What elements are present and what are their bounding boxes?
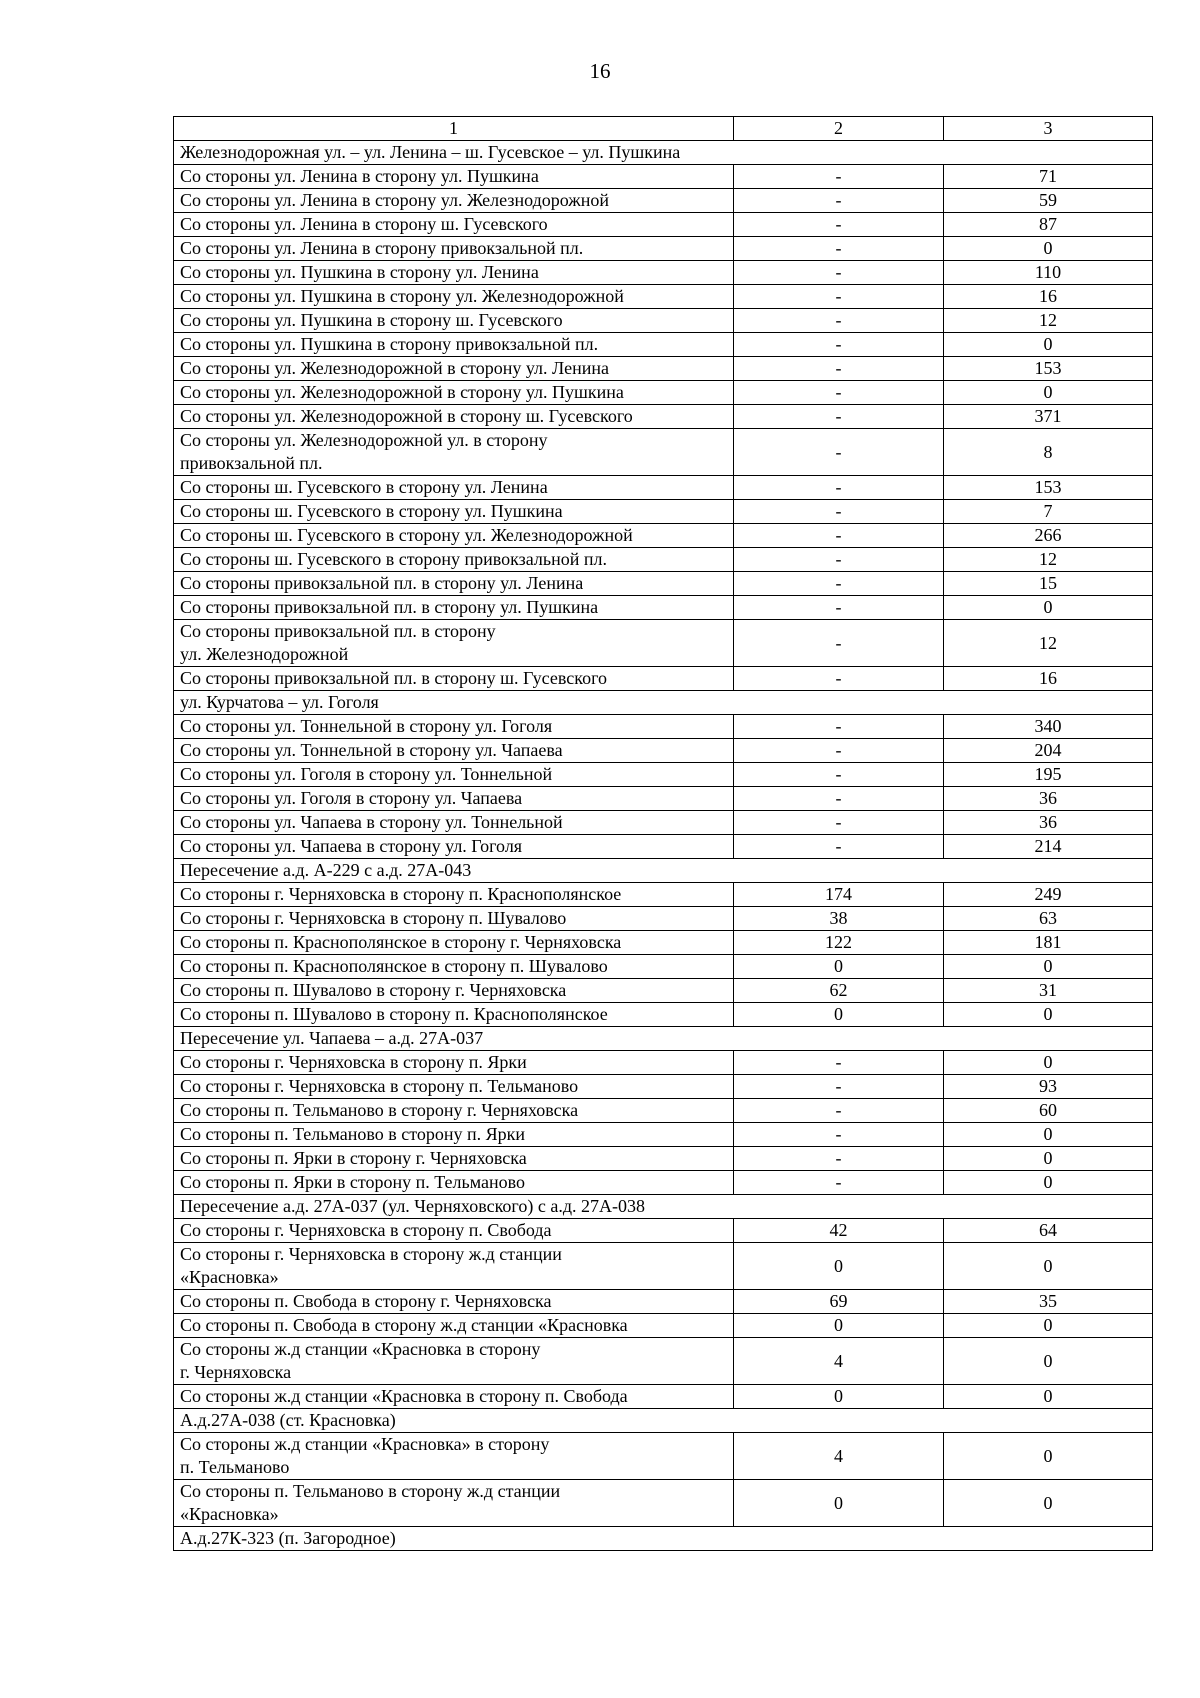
table-row (174, 1480, 1153, 1527)
direction-label-line: Со стороны п. Шувалово в сторону п. Краснополянское (180, 1004, 608, 1024)
direction-label-line: Со стороны ул. Чапаева в сторону ул. Гоголя (180, 836, 523, 856)
direction-label-line: Со стороны ул. Пушкина в сторону привокзальной пл. (180, 334, 599, 354)
direction-label-line: «Красновка» (180, 1504, 279, 1524)
direction-label (174, 811, 734, 835)
column-2-value: - (734, 165, 944, 189)
table-row (174, 1099, 1153, 1123)
column-2-value: - (734, 667, 944, 691)
table-row (174, 1219, 1153, 1243)
direction-label (174, 237, 734, 261)
column-2-value: 0 (734, 1243, 944, 1290)
column-3-value: 0 (944, 1123, 1153, 1147)
column-2-value: 0 (734, 1003, 944, 1027)
page-number: 16 (589, 59, 611, 83)
column-3-value: 12 (944, 620, 1153, 667)
column-2-value: 62 (734, 979, 944, 1003)
column-2-value: - (734, 596, 944, 620)
section-row (174, 1027, 1153, 1051)
direction-label (174, 1290, 734, 1314)
column-2-value: - (734, 381, 944, 405)
column-2-value: 174 (734, 883, 944, 907)
column-3-value: 0 (944, 1243, 1153, 1290)
table-header-row (174, 117, 1153, 141)
direction-label-line: Со стороны ул. Пушкина в сторону ул. Ленина (180, 262, 539, 282)
table-row (174, 261, 1153, 285)
direction-label (174, 835, 734, 859)
column-2-value: - (734, 261, 944, 285)
direction-label (174, 620, 734, 667)
table-row (174, 524, 1153, 548)
direction-label (174, 381, 734, 405)
column-2-value: 4 (734, 1338, 944, 1385)
direction-label-line: Со стороны ул. Ленина в сторону привокзальной пл. (180, 238, 584, 258)
column-2-value: - (734, 1123, 944, 1147)
direction-label-line: Со стороны ул. Ленина в сторону ул. Пушкина (180, 166, 539, 186)
direction-label-line: Со стороны ул. Железнодорожной ул. в сторону (180, 430, 548, 450)
column-2-value: - (734, 357, 944, 381)
direction-label-line: Со стороны ул. Гоголя в сторону ул. Чапаева (180, 788, 523, 808)
direction-label-line: Со стороны ул. Ленина в сторону ш. Гусевского (180, 214, 548, 234)
table-row (174, 1123, 1153, 1147)
table-row (174, 500, 1153, 524)
column-3-value: 31 (944, 979, 1153, 1003)
column-2-value: - (734, 1171, 944, 1195)
table-row (174, 787, 1153, 811)
direction-label-line: Со стороны ул. Железнодорожной в сторону ш. Гусевского (180, 406, 633, 426)
column-2-value: 0 (734, 1480, 944, 1527)
column-3-value: 249 (944, 883, 1153, 907)
column-3-value: 0 (944, 1433, 1153, 1480)
direction-label (174, 476, 734, 500)
direction-label-line: Со стороны привокзальной пл. в сторону (180, 621, 496, 641)
direction-label-line: Со стороны ж.д станции «Красновка в сторону (180, 1339, 541, 1359)
direction-label-line: Со стороны ул. Тоннельной в сторону ул. Гоголя (180, 716, 553, 736)
direction-label (174, 1338, 734, 1385)
column-3-value: 36 (944, 787, 1153, 811)
table-row (174, 1243, 1153, 1290)
column-3-value: 195 (944, 763, 1153, 787)
column-3-value: 0 (944, 333, 1153, 357)
section-title: А.д.27К-323 (п. Загородное) (174, 1527, 1153, 1551)
table-row (174, 309, 1153, 333)
column-2-value: - (734, 237, 944, 261)
table-row (174, 1338, 1153, 1385)
column-3-value: 59 (944, 189, 1153, 213)
column-2-value: 4 (734, 1433, 944, 1480)
column-2-value: - (734, 1075, 944, 1099)
direction-label (174, 1314, 734, 1338)
section-row (174, 691, 1153, 715)
column-3-value: 15 (944, 572, 1153, 596)
direction-label (174, 667, 734, 691)
direction-label (174, 309, 734, 333)
column-3-value: 214 (944, 835, 1153, 859)
column-3-value: 0 (944, 1003, 1153, 1027)
direction-label-line: Со стороны ул. Пушкина в сторону ш. Гусевского (180, 310, 563, 330)
column-2-value: - (734, 787, 944, 811)
table-row (174, 715, 1153, 739)
column-2-value: - (734, 1147, 944, 1171)
direction-label (174, 596, 734, 620)
table-row (174, 1147, 1153, 1171)
direction-label-line: Со стороны ул. Тоннельной в сторону ул. Чапаева (180, 740, 563, 760)
direction-label (174, 500, 734, 524)
column-3-value: 87 (944, 213, 1153, 237)
direction-label-line: Со стороны ул. Железнодорожной в сторону ул. Ленина (180, 358, 609, 378)
column-3-value: 0 (944, 596, 1153, 620)
direction-label-line: Со стороны г. Черняховска в сторону п. Тельманово (180, 1076, 579, 1096)
table-row (174, 165, 1153, 189)
direction-label-line: Со стороны ул. Чапаева в сторону ул. Тоннельной (180, 812, 563, 832)
column-3-value: 204 (944, 739, 1153, 763)
column-2-value: - (734, 333, 944, 357)
column-2-value: - (734, 500, 944, 524)
table-row (174, 907, 1153, 931)
direction-label (174, 1051, 734, 1075)
table-row (174, 548, 1153, 572)
section-row (174, 1409, 1153, 1433)
direction-label (174, 261, 734, 285)
direction-label-line: Со стороны привокзальной пл. в сторону ул. Ленина (180, 573, 584, 593)
direction-label (174, 907, 734, 931)
column-3-value: 93 (944, 1075, 1153, 1099)
direction-label-line: Со стороны ш. Гусевского в сторону ул. Пушкина (180, 501, 563, 521)
column-3-value: 0 (944, 381, 1153, 405)
direction-label (174, 1075, 734, 1099)
column-3-value: 71 (944, 165, 1153, 189)
direction-label-line: Со стороны ул. Пушкина в сторону ул. Железнодорожной (180, 286, 624, 306)
column-3-value: 181 (944, 931, 1153, 955)
direction-label (174, 1385, 734, 1409)
column-2-value: - (734, 405, 944, 429)
direction-label-line: Со стороны г. Черняховска в сторону ж.д станции (180, 1244, 562, 1264)
direction-label (174, 979, 734, 1003)
direction-label-line: Со стороны ш. Гусевского в сторону привокзальной пл. (180, 549, 608, 569)
column-2-value: - (734, 763, 944, 787)
section-title: ул. Курчатова – ул. Гоголя (174, 691, 1153, 715)
table-row (174, 667, 1153, 691)
direction-label-line: Со стороны ж.д станции «Красновка» в сторону (180, 1434, 550, 1454)
column-2-value: 69 (734, 1290, 944, 1314)
section-row (174, 859, 1153, 883)
table-row (174, 979, 1153, 1003)
direction-label-line: Со стороны ул. Ленина в сторону ул. Железнодорожной (180, 190, 609, 210)
column-2-value: - (734, 620, 944, 667)
direction-label (174, 405, 734, 429)
direction-label-line: Со стороны п. Краснополянское в сторону г. Черняховска (180, 932, 622, 952)
column-2-value: - (734, 476, 944, 500)
column-3-value: 12 (944, 309, 1153, 333)
column-2-value: - (734, 1051, 944, 1075)
column-3-value: 0 (944, 237, 1153, 261)
section-row (174, 1527, 1153, 1551)
column-3-value: 7 (944, 500, 1153, 524)
column-2-value: - (734, 548, 944, 572)
direction-label (174, 333, 734, 357)
column-3-value: 0 (944, 1480, 1153, 1527)
table-row (174, 1385, 1153, 1409)
direction-label-line: Со стороны ул. Железнодорожной в сторону ул. Пушкина (180, 382, 624, 402)
traffic-table (173, 116, 1153, 1551)
table-row (174, 1171, 1153, 1195)
direction-label-line: Со стороны п. Шувалово в сторону г. Черняховска (180, 980, 567, 1000)
direction-label-line: Со стороны п. Тельманово в сторону ж.д станции (180, 1481, 561, 1501)
direction-label-line: привокзальной пл. (180, 453, 323, 473)
table-row (174, 883, 1153, 907)
column-3-value: 12 (944, 548, 1153, 572)
section-row (174, 141, 1153, 165)
column-3-value: 63 (944, 907, 1153, 931)
direction-label (174, 1171, 734, 1195)
direction-label (174, 429, 734, 476)
direction-label (174, 285, 734, 309)
column-2-value: - (734, 524, 944, 548)
column-3-value: 340 (944, 715, 1153, 739)
column-2-value: - (734, 213, 944, 237)
column-3-value: 153 (944, 476, 1153, 500)
direction-label (174, 715, 734, 739)
direction-label (174, 883, 734, 907)
direction-label (174, 213, 734, 237)
direction-label-line: п. Тельманово (180, 1457, 290, 1477)
section-title: Железнодорожная ул. – ул. Ленина – ш. Гусевское – ул. Пушкина (174, 141, 1153, 165)
column-3-value: 0 (944, 1171, 1153, 1195)
column-3-value: 0 (944, 1051, 1153, 1075)
direction-label (174, 1147, 734, 1171)
table-row (174, 476, 1153, 500)
header-cell: 1 (174, 117, 734, 141)
header-cell: 2 (734, 117, 944, 141)
table-row (174, 739, 1153, 763)
table-row (174, 1003, 1153, 1027)
column-3-value: 0 (944, 1147, 1153, 1171)
direction-label-line: Со стороны п. Ярки в сторону г. Черняховска (180, 1148, 527, 1168)
direction-label-line: г. Черняховска (180, 1362, 292, 1382)
table-row (174, 405, 1153, 429)
column-2-value: 0 (734, 955, 944, 979)
direction-label-line: Со стороны п. Краснополянское в сторону п. Шувалово (180, 956, 608, 976)
column-3-value: 153 (944, 357, 1153, 381)
column-2-value: - (734, 285, 944, 309)
table-row (174, 931, 1153, 955)
column-2-value: 0 (734, 1385, 944, 1409)
direction-label-line: ул. Железнодорожной (180, 644, 349, 664)
column-2-value: - (734, 835, 944, 859)
direction-label-line: Со стороны привокзальной пл. в сторону ш. Гусевского (180, 668, 608, 688)
column-2-value: - (734, 1099, 944, 1123)
table-row (174, 333, 1153, 357)
direction-label (174, 1123, 734, 1147)
table-row (174, 596, 1153, 620)
table-row (174, 763, 1153, 787)
column-3-value: 110 (944, 261, 1153, 285)
table-row (174, 357, 1153, 381)
table-row (174, 189, 1153, 213)
column-2-value: - (734, 739, 944, 763)
section-row (174, 1195, 1153, 1219)
direction-label (174, 357, 734, 381)
table-row (174, 285, 1153, 309)
direction-label (174, 548, 734, 572)
section-title: Пересечение а.д. А-229 с а.д. 27А-043 (174, 859, 1153, 883)
direction-label (174, 739, 734, 763)
table-row (174, 1290, 1153, 1314)
column-3-value: 60 (944, 1099, 1153, 1123)
direction-label-line: Со стороны привокзальной пл. в сторону ул. Пушкина (180, 597, 599, 617)
table-row (174, 381, 1153, 405)
direction-label-line: Со стороны п. Свобода в сторону ж.д станции «Красновка (180, 1315, 628, 1335)
column-3-value: 16 (944, 285, 1153, 309)
column-2-value: - (734, 715, 944, 739)
column-3-value: 64 (944, 1219, 1153, 1243)
direction-label-line: Со стороны п. Свобода в сторону г. Черняховска (180, 1291, 552, 1311)
direction-label-line: Со стороны ж.д станции «Красновка в сторону п. Свобода (180, 1386, 628, 1406)
column-2-value: 42 (734, 1219, 944, 1243)
direction-label (174, 931, 734, 955)
direction-label (174, 787, 734, 811)
direction-label-line: Со стороны г. Черняховска в сторону п. Свобода (180, 1220, 552, 1240)
table-row (174, 237, 1153, 261)
direction-label (174, 955, 734, 979)
column-3-value: 35 (944, 1290, 1153, 1314)
column-2-value: - (734, 309, 944, 333)
direction-label-line: Со стороны п. Ярки в сторону п. Тельманово (180, 1172, 526, 1192)
direction-label (174, 763, 734, 787)
header-cell: 3 (944, 117, 1153, 141)
direction-label-line: «Красновка» (180, 1267, 279, 1287)
direction-label-line: Со стороны ул. Гоголя в сторону ул. Тоннельной (180, 764, 553, 784)
table-row (174, 1051, 1153, 1075)
table-row (174, 429, 1153, 476)
column-2-value: - (734, 189, 944, 213)
table-row (174, 1314, 1153, 1338)
table-row (174, 811, 1153, 835)
direction-label (174, 1219, 734, 1243)
direction-label-line: Со стороны г. Черняховска в сторону п. Шувалово (180, 908, 567, 928)
column-2-value: - (734, 811, 944, 835)
direction-label-line: Со стороны п. Тельманово в сторону п. Ярки (180, 1124, 526, 1144)
direction-label (174, 1433, 734, 1480)
column-2-value: - (734, 572, 944, 596)
column-3-value: 371 (944, 405, 1153, 429)
direction-label-line: Со стороны ш. Гусевского в сторону ул. Железнодорожной (180, 525, 633, 545)
direction-label (174, 1099, 734, 1123)
column-3-value: 16 (944, 667, 1153, 691)
table-row (174, 213, 1153, 237)
direction-label (174, 1003, 734, 1027)
column-3-value: 8 (944, 429, 1153, 476)
section-title: Пересечение а.д. 27А-037 (ул. Черняховского) с а.д. 27А-038 (174, 1195, 1153, 1219)
column-3-value: 0 (944, 1338, 1153, 1385)
table-row (174, 572, 1153, 596)
direction-label (174, 165, 734, 189)
direction-label-line: Со стороны г. Черняховска в сторону п. Краснополянское (180, 884, 622, 904)
direction-label (174, 1243, 734, 1290)
table-row (174, 1433, 1153, 1480)
column-2-value: 0 (734, 1314, 944, 1338)
table-row (174, 835, 1153, 859)
column-2-value: - (734, 429, 944, 476)
direction-label-line: Со стороны г. Черняховска в сторону п. Ярки (180, 1052, 527, 1072)
direction-label (174, 189, 734, 213)
direction-label (174, 572, 734, 596)
column-3-value: 0 (944, 955, 1153, 979)
direction-label-line: Со стороны п. Тельманово в сторону г. Черняховска (180, 1100, 579, 1120)
column-3-value: 0 (944, 1385, 1153, 1409)
table-row (174, 1075, 1153, 1099)
table-row (174, 620, 1153, 667)
section-title: Пересечение ул. Чапаева – а.д. 27А-037 (174, 1027, 1153, 1051)
direction-label-line: Со стороны ш. Гусевского в сторону ул. Ленина (180, 477, 548, 497)
column-2-value: 38 (734, 907, 944, 931)
table-row (174, 955, 1153, 979)
column-3-value: 0 (944, 1314, 1153, 1338)
column-3-value: 36 (944, 811, 1153, 835)
column-2-value: 122 (734, 931, 944, 955)
column-3-value: 266 (944, 524, 1153, 548)
direction-label (174, 1480, 734, 1527)
section-title: А.д.27А-038 (ст. Красновка) (174, 1409, 1153, 1433)
direction-label (174, 524, 734, 548)
